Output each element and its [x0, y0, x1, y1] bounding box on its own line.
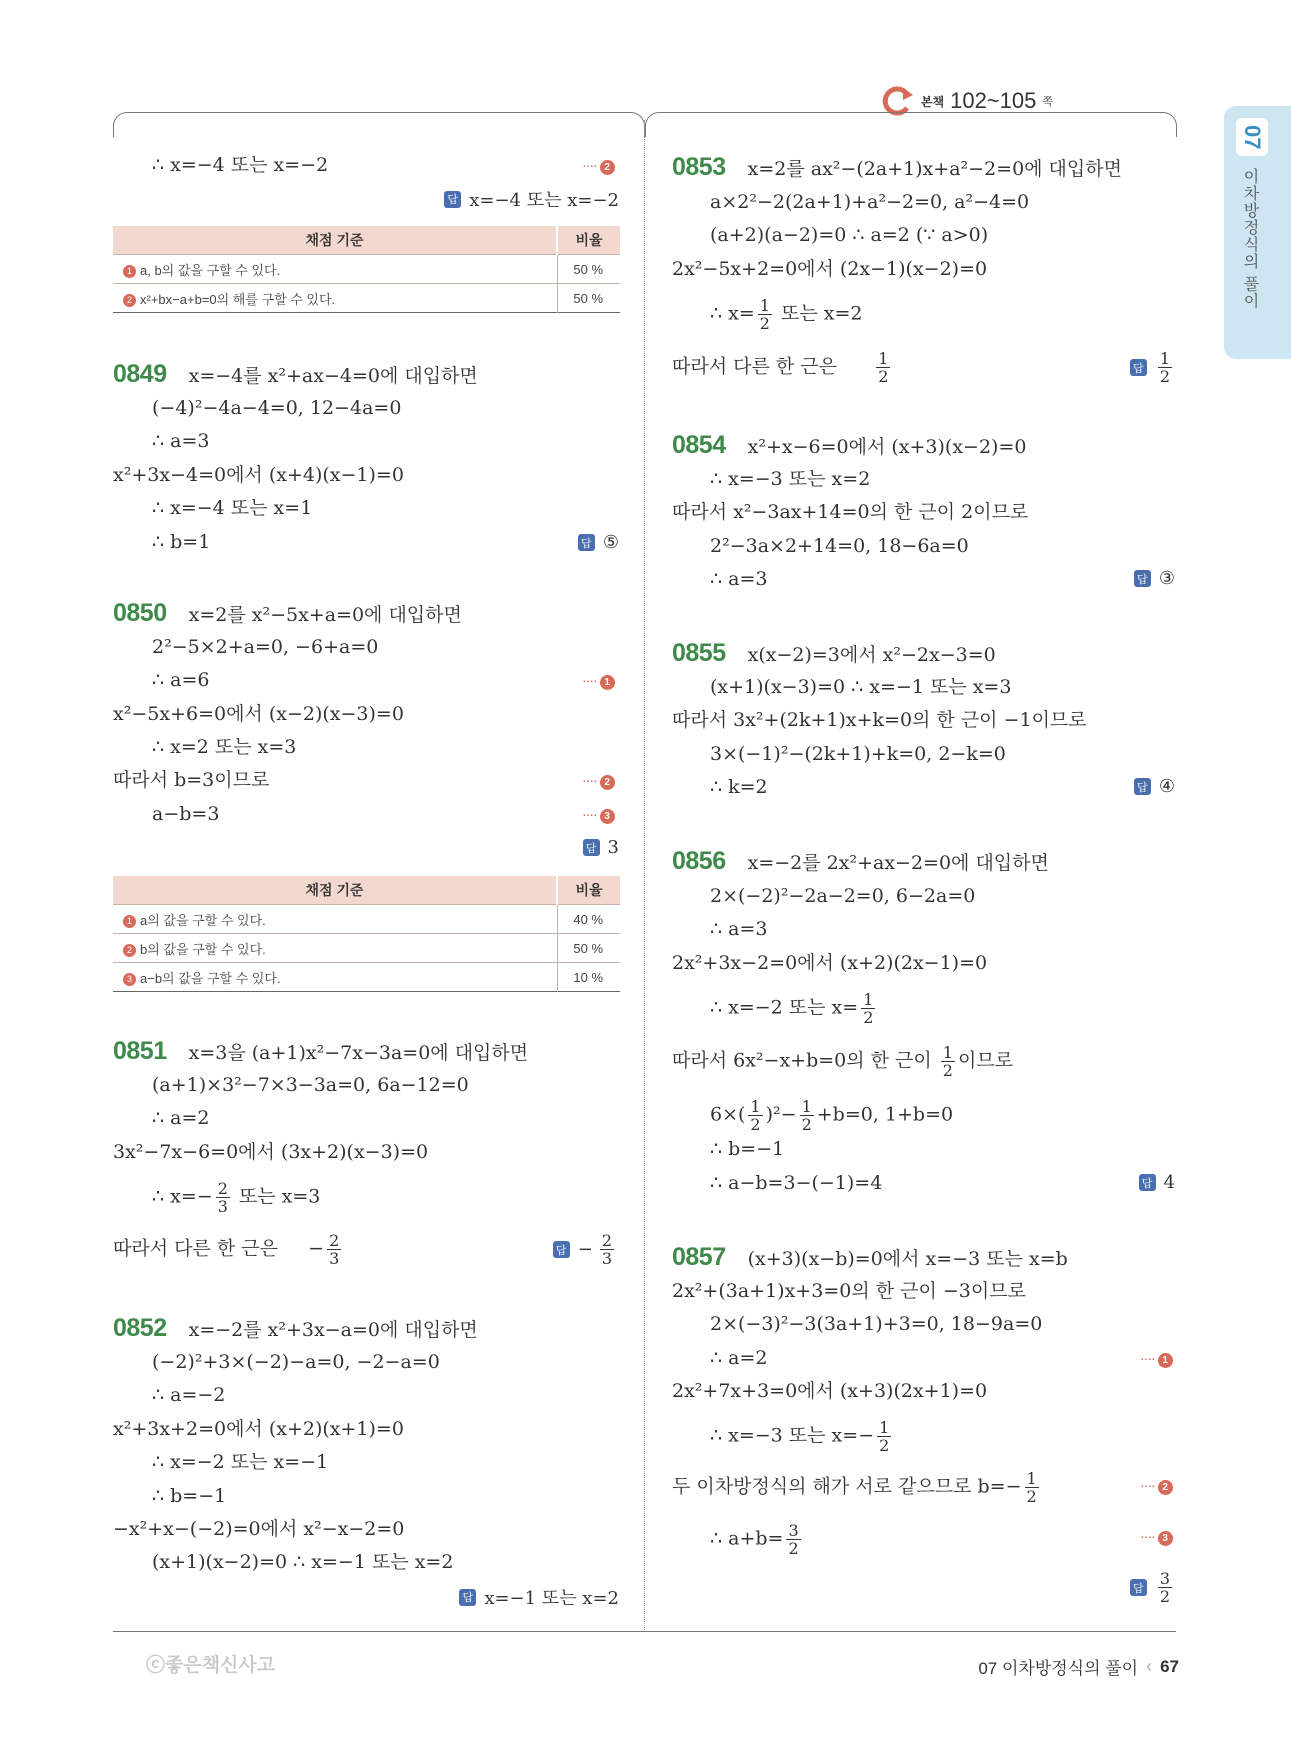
answer-icon: 답	[1134, 570, 1151, 587]
solution-line: ∴ a−b=3−(−1)=4	[710, 1172, 883, 1194]
problem-0854-head: 0854 x²+x−6=0에서 (x+3)(x−2)=0	[672, 431, 1027, 459]
problem-number: 0849	[113, 360, 167, 388]
step-number-icon: 2	[1158, 1480, 1173, 1495]
footer-chapter: 07 이차방정식의 풀이	[978, 1659, 1139, 1678]
solution-line: ∴ b=1	[152, 531, 211, 553]
solution-line: ∴ a=2	[710, 1347, 768, 1369]
solution-line: 2²−3a×2+14=0, 18−6a=0	[710, 535, 969, 557]
answer: 답 3	[583, 837, 619, 858]
solution-line: 3×(−1)²−(2k+1)+k=0, 2−k=0	[710, 743, 1006, 765]
solution-line: (x+1)(x−2)=0 ∴ x=−1 또는 x=2	[152, 1551, 454, 1573]
step-number-icon: 2	[600, 775, 615, 790]
reference-pages: 102~105	[950, 88, 1037, 113]
solution-line: ∴ x=−4 또는 x=−2	[152, 154, 329, 176]
problem-number: 0852	[113, 1314, 167, 1342]
reference-suffix: 쪽	[1042, 96, 1053, 108]
reference-label: 본책	[920, 94, 945, 109]
problem-number: 0850	[113, 599, 167, 627]
answer: 답 x=−4 또는 x=−2	[444, 186, 619, 212]
table-row: 1 a의 값을 구할 수 있다. 40 %	[113, 905, 620, 934]
solution-line: ∴ x= $\frac{1}{2}$ 또는 x=2	[710, 296, 863, 333]
solution-line: ∴ a=3	[710, 568, 768, 590]
solution-line: 따라서 3x²+(2k+1)x+k=0의 한 근이 −1이므로	[672, 709, 1087, 731]
answer: 답 ⑤	[578, 532, 619, 553]
answer-icon: 답	[459, 1589, 476, 1606]
column-divider	[644, 120, 645, 1630]
step-marker: ···· 1	[582, 672, 615, 690]
problem-0855-head: 0855 x(x−2)=3에서 x²−2x−3=0	[672, 639, 996, 667]
answer-icon: 답	[1139, 1174, 1156, 1191]
answer: 답 ③	[1134, 568, 1175, 589]
solution-line: 2x²−5x+2=0에서 (2x−1)(x−2)=0	[672, 258, 988, 280]
solution-line: ∴ x=2 또는 x=3	[152, 736, 297, 758]
solution-line: ∴ a=3	[152, 430, 210, 452]
step-marker: ···· 2	[1140, 1477, 1173, 1495]
solution-line: −x²+x−(−2)=0에서 x²−x−2=0	[113, 1518, 405, 1540]
problem-number: 0854	[672, 431, 726, 459]
step-marker: ···· 3	[1140, 1528, 1173, 1546]
step-number-icon: 3	[1158, 1531, 1173, 1546]
step-number-icon: 1	[600, 675, 615, 690]
solution-line: ∴ x=− $\frac{2}{3}$ 또는 x=3	[152, 1179, 321, 1216]
table-row: 2 b의 값을 구할 수 있다. 50 %	[113, 934, 620, 963]
solution-line: ∴ x=−3 또는 x=− $\frac{1}{2}$	[710, 1418, 890, 1455]
solution-line: (x+1)(x−3)=0 ∴ x=−1 또는 x=3	[710, 676, 1012, 698]
solution-line: ∴ x=−2 또는 x= $\frac{1}{2}$	[710, 990, 874, 1027]
step-marker: ···· 1	[1140, 1350, 1173, 1368]
table-row: 2 x²+bx−a+b=0의 해를 구할 수 있다. 50 %	[113, 284, 620, 313]
table-row: 3 a−b의 값을 구할 수 있다. 10 %	[113, 963, 620, 992]
chapter-side-tab	[1224, 106, 1291, 359]
scoring-table	[113, 876, 620, 992]
solution-line: 따라서 b=3이므로	[113, 769, 270, 791]
solution-line: ∴ a=−2	[152, 1384, 226, 1406]
solution-line: x²−5x+6=0에서 (x−2)(x−3)=0	[113, 703, 404, 725]
step-marker: ···· 2	[582, 157, 615, 175]
solution-line: (a+1)×3²−7×3−3a=0, 6a−12=0	[152, 1074, 469, 1096]
solution-line: x²+3x+2=0에서 (x+2)(x+1)=0	[113, 1418, 404, 1440]
solution-line: (−2)²+3×(−2)−a=0, −2−a=0	[152, 1351, 440, 1373]
solution-line: 따라서 6x²−x+b=0의 한 근이 $\frac{1}{2}$ 이므로	[672, 1043, 1014, 1080]
scoring-table	[113, 226, 620, 313]
solution-line: ∴ x=−3 또는 x=2	[710, 468, 871, 490]
solution-line: 따라서 다른 한 근은 − $\frac{2}{3}$	[113, 1231, 340, 1268]
problem-0852-head: 0852 x=−2를 x²+3x−a=0에 대입하면	[113, 1314, 478, 1342]
problem-number: 0855	[672, 639, 726, 667]
step-number-icon: 3	[600, 809, 615, 824]
solution-line: ∴ b=−1	[152, 1485, 227, 1507]
table-header: 채점 기준	[113, 876, 557, 905]
answer-icon: 답	[1134, 778, 1151, 795]
page-number: 67	[1160, 1656, 1179, 1676]
table-row: 1 a, b의 값을 구할 수 있다. 50 %	[113, 255, 620, 284]
step-number-icon: 2	[600, 160, 615, 175]
table-header: 비율	[557, 876, 620, 905]
problem-0849-head: 0849 x=−4를 x²+ax−4=0에 대입하면	[113, 360, 478, 388]
solution-line: a×2²−2(2a+1)+a²−2=0, a²−4=0	[710, 191, 1030, 213]
solution-line: 2×(−3)²−3(3a+1)+3=0, 18−9a=0	[710, 1313, 1043, 1335]
solution-line: 3x²−7x−6=0에서 (3x+2)(x−3)=0	[113, 1141, 429, 1163]
answer-icon: 답	[1130, 359, 1147, 376]
solution-line: 6×( $\frac{1}{2}$ )²− $\frac{1}{2}$ +b=0, 1+b=0	[710, 1097, 954, 1134]
answer: 답 − $\frac{2}{3}$	[553, 1232, 617, 1267]
solution-line: ∴ x=−2 또는 x=−1	[152, 1451, 329, 1473]
right-column-frame	[645, 112, 1177, 137]
solution-line: (−4)²−4a−4=0, 12−4a=0	[152, 397, 402, 419]
solution-line: ∴ a=3	[710, 918, 768, 940]
left-column-frame	[113, 112, 645, 137]
chapter-title: 이차방정식의 풀이	[1241, 168, 1258, 310]
publisher-logo: ⓒ좋은책신사고	[146, 1655, 276, 1676]
solution-line: ∴ b=−1	[710, 1138, 785, 1160]
solution-line: 2x²+3x−2=0에서 (x+2)(2x−1)=0	[672, 952, 988, 974]
table-header: 채점 기준	[113, 226, 557, 255]
step-marker: ···· 3	[582, 806, 615, 824]
problem-number: 0857	[672, 1243, 726, 1271]
problem-number: 0853	[672, 153, 726, 181]
solution-line: a−b=3	[152, 803, 220, 825]
solution-line: ∴ a=6	[152, 669, 210, 691]
answer-icon: 답	[583, 839, 600, 856]
answer: 답 x=−1 또는 x=2	[459, 1584, 619, 1610]
solution-line: ∴ k=2	[710, 776, 768, 798]
problem-0851-head: 0851 x=3을 (a+1)x²−7x−3a=0에 대입하면	[113, 1037, 529, 1065]
solution-line: 2x²+(3a+1)x+3=0의 한 근이 −3이므로	[672, 1280, 1026, 1302]
step-marker: ···· 2	[582, 772, 615, 790]
answer: 답 4	[1139, 1172, 1175, 1193]
footer-rule	[113, 1631, 1176, 1632]
problem-number: 0851	[113, 1037, 167, 1065]
table-header: 비율	[557, 226, 620, 255]
page-footer	[978, 1654, 1179, 1679]
answer-icon: 답	[1130, 1579, 1147, 1596]
problem-number: 0856	[672, 847, 726, 875]
solution-line: 따라서 x²−3ax+14=0의 한 근이 2이므로	[672, 501, 1029, 523]
solution-line: 따라서 다른 한 근은 $\frac{1}{2}$	[672, 349, 889, 386]
problem-0856-head: 0856 x=−2를 2x²+ax−2=0에 대입하면	[672, 847, 1049, 875]
answer-icon: 답	[444, 191, 461, 208]
solution-line: ∴ a+b= $\frac{3}{2}$	[710, 1521, 799, 1558]
problem-0857-head: 0857 (x+3)(x−b)=0에서 x=−3 또는 x=b	[672, 1243, 1068, 1271]
solution-line: 2²−5×2+a=0, −6+a=0	[152, 636, 379, 658]
solution-line: x²+3x−4=0에서 (x+4)(x−1)=0	[113, 464, 404, 486]
answer-icon: 답	[578, 534, 595, 551]
solution-line: ∴ a=2	[152, 1107, 210, 1129]
solution-line: 두 이차방정식의 해가 서로 같으므로 b=− $\frac{1}{2}$	[672, 1469, 1037, 1506]
solution-line: 2×(−2)²−2a−2=0, 6−2a=0	[710, 885, 976, 907]
solution-line: (a+2)(a−2)=0 ∴ a=2 (∵ a>0)	[710, 224, 989, 246]
answer: 답 $\frac{3}{2}$	[1130, 1570, 1175, 1605]
chevron-left-icon: ‹	[1146, 1656, 1153, 1676]
solution-line: ∴ x=−4 또는 x=1	[152, 497, 313, 519]
solution-line: 2x²+7x+3=0에서 (x+3)(2x+1)=0	[672, 1380, 988, 1402]
problem-0853-head: 0853 x=2를 ax²−(2a+1)x+a²−2=0에 대입하면	[672, 153, 1122, 181]
problem-0850-head: 0850 x=2를 x²−5x+a=0에 대입하면	[113, 599, 462, 627]
answer: 답 ④	[1134, 776, 1175, 797]
answer: 답 $\frac{1}{2}$	[1130, 350, 1175, 385]
chapter-number: 07	[1236, 118, 1268, 156]
step-number-icon: 1	[1158, 1353, 1173, 1368]
answer-icon: 답	[553, 1241, 570, 1258]
